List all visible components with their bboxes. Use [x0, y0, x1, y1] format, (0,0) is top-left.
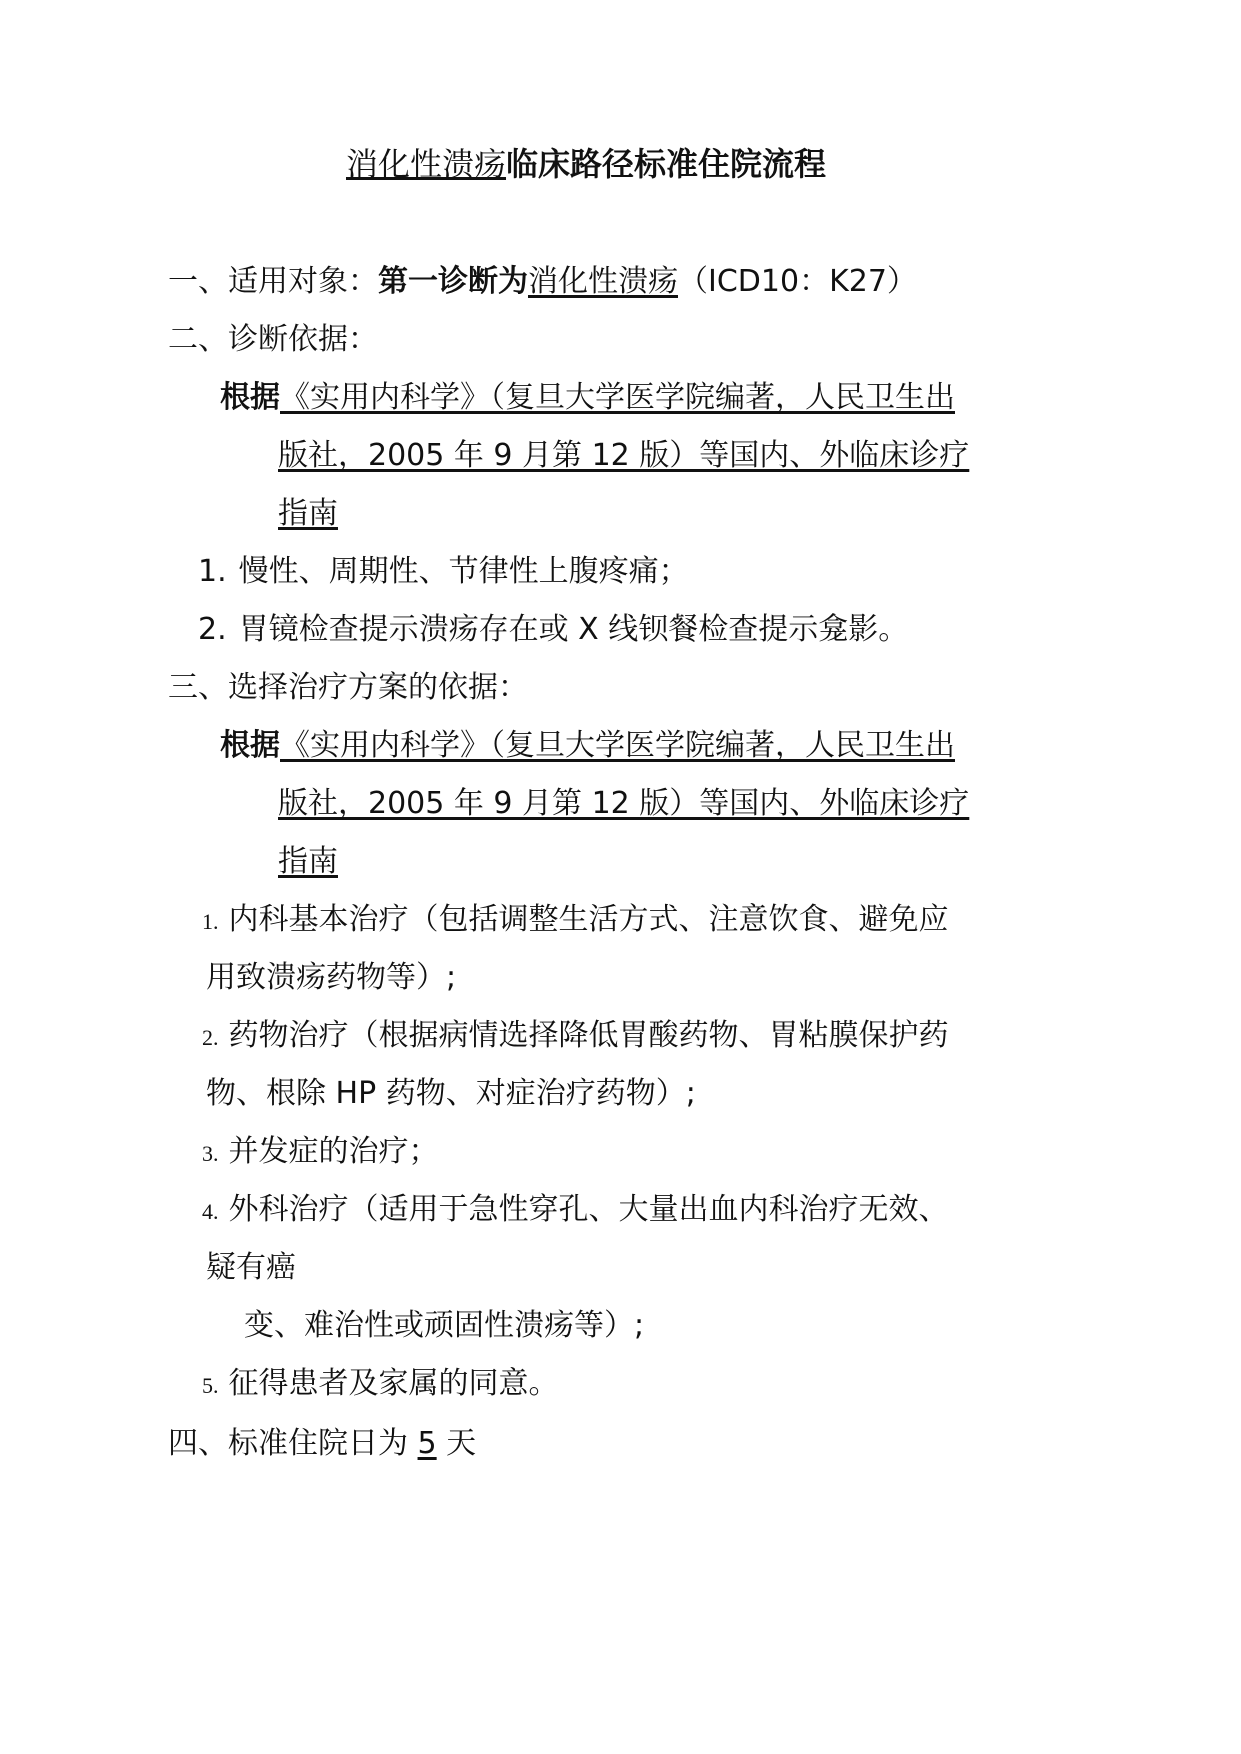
- section-4-days-value: 5: [417, 1426, 437, 1461]
- section-3-basis-line-2: 版社，2005 年 9 月第 12 版）等国内、外临床诊疗: [278, 786, 970, 821]
- list-item-text: 外科治疗（适用于急性穿孔、大量出血内科治疗无效、: [228, 1192, 949, 1227]
- section-1-bold: 第一诊断为: [378, 264, 528, 299]
- section-4-label: 四、标准住院日为: [168, 1426, 418, 1461]
- section-4-length-of-stay: [168, 1424, 476, 1464]
- list-item-number: 4.: [202, 1199, 219, 1224]
- list-item-number: 3.: [202, 1141, 219, 1166]
- list-item-text: 并发症的治疗；: [228, 1134, 439, 1169]
- list-item-number: 1.: [198, 554, 227, 589]
- list-item-number: 2.: [202, 1025, 219, 1050]
- section-2-basis-line-3: 指南: [278, 496, 338, 531]
- section-3-basis-line-1: [220, 726, 955, 766]
- page-title: [346, 144, 826, 184]
- section-3-label: 三、选择治疗方案的依据：: [168, 670, 528, 705]
- section-3-item-1-cont: 用致溃疡药物等）;: [206, 960, 457, 995]
- section-2-item-2: [198, 610, 908, 650]
- list-item-number: 2.: [198, 612, 227, 647]
- title-underlined-part: 消化性溃疡: [346, 145, 507, 183]
- section-4-unit: 天: [436, 1426, 477, 1461]
- section-1-label: 一、适用对象：: [168, 264, 378, 299]
- section-2-basis-line-1: [220, 378, 955, 418]
- list-item-number: 5.: [202, 1373, 219, 1398]
- section-3-item-1: [202, 900, 949, 942]
- list-item-text: 药物治疗（根据病情选择降低胃酸药物、胃粘膜保护药: [228, 1018, 949, 1053]
- section-1-icd-code: （ICD10：K27）: [678, 264, 917, 299]
- list-item-text: 内科基本治疗（包括调整生活方式、注意饮食、避免应: [228, 902, 949, 937]
- section-3-basis-bold: 根据: [220, 728, 280, 763]
- section-3-item-4: [202, 1190, 949, 1232]
- section-2-basis-line-2: 版社，2005 年 9 月第 12 版）等国内、外临床诊疗: [278, 438, 970, 473]
- section-3-item-2: [202, 1016, 949, 1058]
- section-3-item-3: [202, 1132, 439, 1174]
- section-2-basis-bold: 根据: [220, 380, 280, 415]
- list-item-text: 胃镜检查提示溃疡存在或 X 线钡餐检查提示龛影。: [238, 612, 909, 647]
- list-item-text: 慢性、周期性、节律性上腹疼痛；: [238, 554, 689, 589]
- section-3-item-5: [202, 1364, 559, 1406]
- section-3-item-2-cont: 物、根除 HP 药物、对症治疗药物）;: [206, 1076, 696, 1111]
- section-3-item-4-cont-1: 疑有癌: [206, 1250, 296, 1285]
- list-item-text: 征得患者及家属的同意。: [228, 1366, 559, 1401]
- title-bold-part: 临床路径标准住院流程: [506, 145, 827, 183]
- list-item-number: 1.: [202, 909, 219, 934]
- section-2-label: 二、诊断依据：: [168, 322, 378, 357]
- section-1-applicable: [168, 262, 917, 302]
- section-3-item-4-cont-2: 变、难治性或顽固性溃疡等）;: [244, 1308, 645, 1343]
- section-2-item-1: [198, 552, 689, 592]
- section-1-diagnosis: 消化性溃疡: [528, 264, 678, 299]
- section-3-basis-line-3: 指南: [278, 844, 338, 879]
- section-3-basis-text: 《实用内科学》（复旦大学医学院编著，人民卫生出: [280, 728, 955, 763]
- section-2-basis-text: 《实用内科学》（复旦大学医学院编著，人民卫生出: [280, 380, 955, 415]
